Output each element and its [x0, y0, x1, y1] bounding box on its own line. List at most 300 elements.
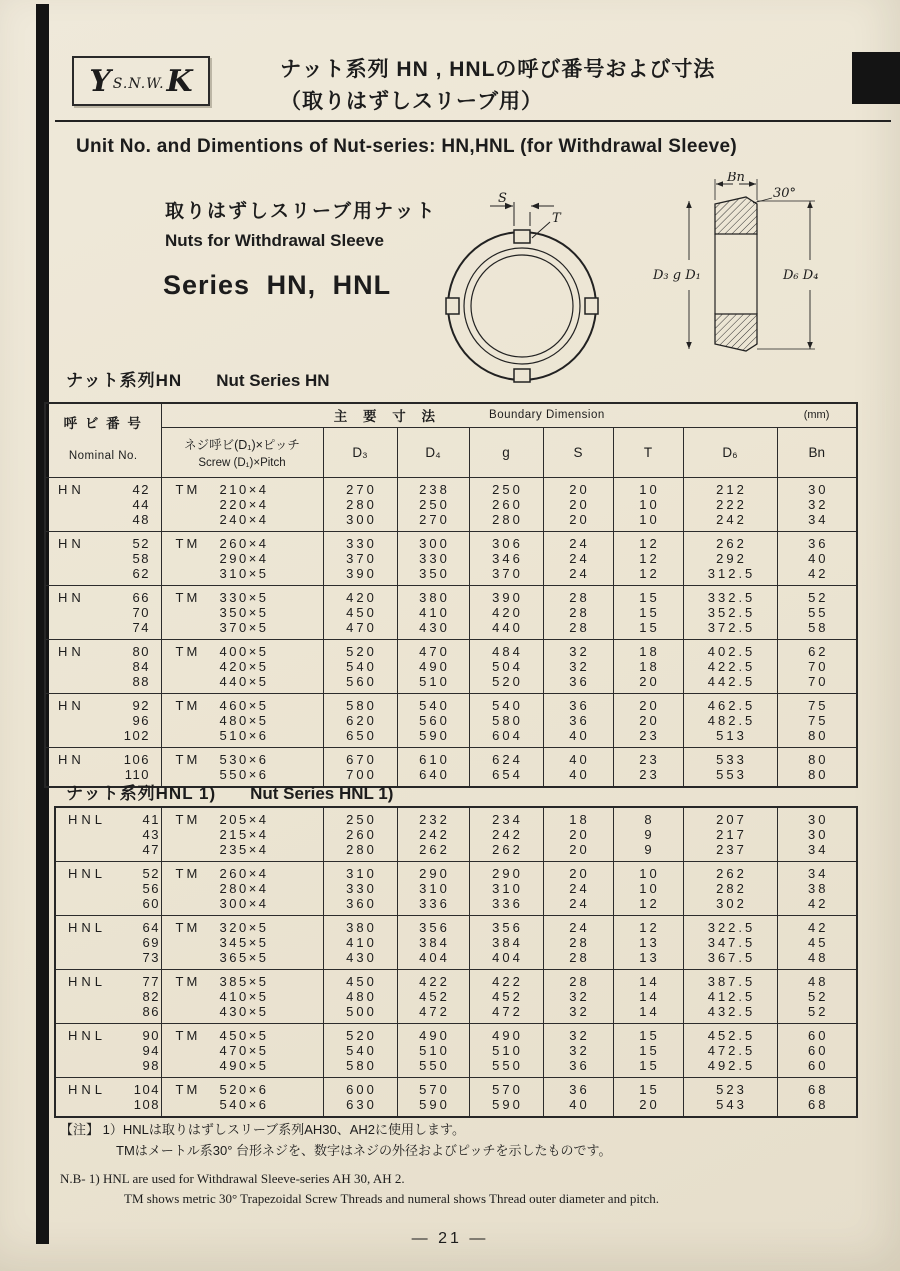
- dim-value: 387.5: [683, 970, 777, 990]
- dim-value: 380: [397, 585, 469, 605]
- col-header-d3: D₃: [323, 427, 397, 477]
- nominal-no-cell: [55, 896, 161, 916]
- company-logo: [72, 56, 210, 106]
- dim-value: 15: [613, 1078, 683, 1098]
- s-dim-label: S: [498, 191, 507, 206]
- dim-value: 462.5: [683, 693, 777, 713]
- dim-value: 20: [613, 1097, 683, 1117]
- screw-spec-cell: [161, 512, 323, 532]
- note-jp-line2: TMはメートル系30° 台形ネジを、数字はネジの外径およびピッチを示したものです。: [116, 1142, 612, 1158]
- nominal-no-cell: [55, 970, 161, 990]
- dim-value: 292: [683, 551, 777, 566]
- page-title-jp-line1: ナット系列 HN , HNLの呼び番号および寸法: [280, 58, 716, 81]
- screw-spec-cell: [161, 950, 323, 970]
- dim-value: 590: [397, 1097, 469, 1117]
- dimension-row: [55, 970, 857, 990]
- dim-value: 630: [323, 1097, 397, 1117]
- col-header-s: S: [543, 427, 613, 477]
- screw-header-jp: ネジ呼ビ(D₁)×ピッチ: [184, 438, 300, 452]
- dim-value: 212: [683, 477, 777, 497]
- screw-size: 530×6: [219, 751, 269, 767]
- thread-type: TM: [175, 1082, 201, 1097]
- nominal-no-cell: [55, 1097, 161, 1117]
- dimension-row: [45, 551, 857, 566]
- dim-value: 430: [397, 620, 469, 640]
- hnl-table-title: [66, 779, 393, 804]
- thread-type: TM: [175, 974, 201, 989]
- nominal-no-cell: [45, 620, 161, 640]
- dim-value: 36: [777, 531, 857, 551]
- dimension-row: [55, 950, 857, 970]
- nut-section-view-diagram: [645, 172, 855, 372]
- dim-value: 560: [397, 713, 469, 728]
- nominal-no: 42: [132, 481, 150, 497]
- dim-value: 242: [397, 827, 469, 842]
- series-label: Series HN, HNL: [163, 270, 392, 300]
- dim-value: 484: [469, 639, 543, 659]
- dim-value: 310: [323, 862, 397, 882]
- col-header-bn: Bn: [777, 427, 857, 477]
- dimension-row: [55, 1024, 857, 1044]
- dim-value: 300: [397, 531, 469, 551]
- dim-value: 24: [543, 531, 613, 551]
- nominal-no: 80: [132, 643, 150, 659]
- dim-value: 604: [469, 728, 543, 748]
- nominal-no: 56: [142, 881, 160, 896]
- col-header-g: g: [469, 427, 543, 477]
- screw-size: 240×4: [219, 511, 269, 527]
- dim-value: 30: [777, 807, 857, 827]
- hn-dimension-table: [44, 402, 858, 788]
- dim-value: 624: [469, 747, 543, 767]
- nominal-no-cell: [45, 659, 161, 674]
- dim-value: 540: [323, 1043, 397, 1058]
- dim-value: 450: [323, 605, 397, 620]
- dim-value: 75: [777, 713, 857, 728]
- nominal-no: 94: [142, 1043, 160, 1058]
- nominal-no-cell: [45, 713, 161, 728]
- dim-value: 384: [397, 935, 469, 950]
- thread-type: TM: [175, 481, 201, 497]
- dim-value: 10: [613, 862, 683, 882]
- dim-value: 370: [469, 566, 543, 586]
- dimension-row: [45, 531, 857, 551]
- nominal-no-cell: [55, 881, 161, 896]
- dimension-row: [55, 989, 857, 1004]
- nominal-no: 52: [132, 535, 150, 551]
- dim-value: 312.5: [683, 566, 777, 586]
- dim-value: 432.5: [683, 1004, 777, 1024]
- dimension-row: [45, 605, 857, 620]
- dim-value: 280: [323, 497, 397, 512]
- nominal-no-cell: [45, 477, 161, 497]
- dim-value: 262: [469, 842, 543, 862]
- dim-value: 404: [469, 950, 543, 970]
- screw-size: 260×4: [219, 535, 269, 551]
- dim-value: 9: [613, 827, 683, 842]
- dim-value: 310: [397, 881, 469, 896]
- dim-value: 620: [323, 713, 397, 728]
- dimension-row: [55, 1097, 857, 1117]
- nominal-no-cell: [55, 862, 161, 882]
- screw-size: 220×4: [219, 496, 269, 512]
- nominal-no-cell: [55, 1024, 161, 1044]
- dim-value: 20: [613, 713, 683, 728]
- dimension-row: [45, 713, 857, 728]
- dim-value: 32: [543, 1004, 613, 1024]
- screw-size: 370×5: [219, 619, 269, 635]
- dim-value: 330: [397, 551, 469, 566]
- dim-value: 410: [397, 605, 469, 620]
- dimension-row: [45, 747, 857, 767]
- dim-value: 360: [323, 896, 397, 916]
- screw-spec-cell: [161, 566, 323, 586]
- dim-value: 442.5: [683, 674, 777, 694]
- nominal-no: 43: [142, 827, 160, 842]
- dim-value: 260: [323, 827, 397, 842]
- boundary-header-jp: 主 要 寸 法: [333, 409, 442, 425]
- dim-value: 28: [543, 620, 613, 640]
- dim-value: 356: [469, 916, 543, 936]
- nominal-no: 84: [132, 658, 150, 674]
- series-prefix: HNL: [68, 974, 107, 989]
- dim-value: 55: [777, 605, 857, 620]
- dim-value: 10: [613, 477, 683, 497]
- dim-value: 242: [469, 827, 543, 842]
- dim-value: 560: [323, 674, 397, 694]
- slot-left: [446, 298, 459, 314]
- dim-value: 490: [397, 659, 469, 674]
- dim-value: 250: [397, 497, 469, 512]
- dim-value: 234: [469, 807, 543, 827]
- dim-value: 38: [777, 881, 857, 896]
- dim-value: 492.5: [683, 1058, 777, 1078]
- nominal-no: 47: [142, 842, 160, 857]
- screw-size: 205×4: [219, 812, 269, 827]
- section-bottom-block: [715, 314, 757, 351]
- hn-title-en: Nut Series HN: [216, 371, 330, 390]
- screw-spec-cell: [161, 1078, 323, 1098]
- nominal-no-cell: [45, 551, 161, 566]
- logo-initials: S.N.W.: [112, 76, 165, 92]
- dimension-row: [55, 896, 857, 916]
- screw-size: 345×5: [219, 935, 269, 950]
- dim-value: 330: [323, 881, 397, 896]
- screw-size: 350×5: [219, 604, 269, 620]
- screw-size: 430×5: [219, 1004, 269, 1019]
- dim-value: 346: [469, 551, 543, 566]
- t-dim-label: T: [552, 211, 561, 226]
- dim-value: 15: [613, 585, 683, 605]
- dim-value: 550: [397, 1058, 469, 1078]
- dim-value: 60: [777, 1043, 857, 1058]
- dim-value: 347.5: [683, 935, 777, 950]
- dim-value: 380: [323, 916, 397, 936]
- boundary-dimension-header: [161, 403, 777, 427]
- dimension-row: [45, 512, 857, 532]
- dim-value: 34: [777, 862, 857, 882]
- dim-value: 30: [777, 827, 857, 842]
- dim-value: 62: [777, 639, 857, 659]
- screw-size: 460×5: [219, 697, 269, 713]
- dim-value: 420: [323, 585, 397, 605]
- dim-value: 262: [397, 842, 469, 862]
- screw-spec-cell: [161, 659, 323, 674]
- dim-value: 13: [613, 950, 683, 970]
- dim-value: 490: [397, 1024, 469, 1044]
- dim-value: 32: [543, 659, 613, 674]
- dim-value: 580: [469, 713, 543, 728]
- dim-value: 590: [397, 728, 469, 748]
- dim-value: 12: [613, 896, 683, 916]
- dim-value: 68: [777, 1097, 857, 1117]
- dim-value: 28: [543, 585, 613, 605]
- nominal-no: 41: [142, 812, 160, 827]
- dim-value: 533: [683, 747, 777, 767]
- dim-value: 36: [543, 693, 613, 713]
- dim-value: 238: [397, 477, 469, 497]
- page-title-jp-line2: （取りはずしスリーブ用）: [280, 89, 543, 113]
- thread-type: TM: [175, 920, 201, 935]
- series-prefix: HN: [58, 535, 85, 551]
- dim-value: 550: [469, 1058, 543, 1078]
- nominal-no-cell: [55, 916, 161, 936]
- dim-value: 40: [543, 767, 613, 787]
- nominal-no: 70: [132, 604, 150, 620]
- screw-spec-cell: [161, 842, 323, 862]
- dim-value: 450: [323, 970, 397, 990]
- dim-value: 13: [613, 935, 683, 950]
- thread-type: TM: [175, 643, 201, 659]
- slot-top: [514, 230, 530, 243]
- nominal-no: 86: [142, 1004, 160, 1019]
- nominal-no: 52: [142, 866, 160, 881]
- nominal-no: 92: [132, 697, 150, 713]
- dimension-row: [45, 693, 857, 713]
- nominal-no: 58: [132, 550, 150, 566]
- nominal-no-cell: [45, 566, 161, 586]
- screw-header-en: Screw (D₁)×Pitch: [198, 457, 286, 469]
- screw-spec-cell: [161, 916, 323, 936]
- nominal-no-cell: [45, 497, 161, 512]
- screw-spec-cell: [161, 728, 323, 748]
- angle-label: 30°: [773, 186, 797, 201]
- dimension-row: [55, 916, 857, 936]
- screw-spec-cell: [161, 1043, 323, 1058]
- dim-value: 540: [397, 693, 469, 713]
- dim-value: 250: [469, 477, 543, 497]
- screw-spec-cell: [161, 1097, 323, 1117]
- dim-value: 45: [777, 935, 857, 950]
- dim-value: 52: [777, 585, 857, 605]
- screw-size: 320×5: [219, 920, 269, 935]
- screw-size: 550×6: [219, 766, 269, 782]
- screw-spec-cell: [161, 896, 323, 916]
- dim-value: 10: [613, 512, 683, 532]
- dimension-row: [55, 1004, 857, 1024]
- dimension-row: [45, 659, 857, 674]
- col-header-t: T: [613, 427, 683, 477]
- dimension-row: [45, 585, 857, 605]
- series-prefix: HN: [58, 589, 85, 605]
- unit-header: (mm): [777, 403, 857, 427]
- dim-value: 24: [543, 881, 613, 896]
- dim-value: 24: [543, 566, 613, 586]
- dim-value: 15: [613, 1024, 683, 1044]
- dim-value: 20: [543, 827, 613, 842]
- screw-col-header: [161, 427, 323, 477]
- dim-value: 15: [613, 1043, 683, 1058]
- dim-value: 14: [613, 989, 683, 1004]
- dim-value: 654: [469, 767, 543, 787]
- dimension-row: [55, 862, 857, 882]
- nominal-no-cell: [45, 639, 161, 659]
- dim-value: 24: [543, 551, 613, 566]
- dim-value: 36: [543, 1058, 613, 1078]
- subtitle-jp: 取りはずしスリーブ用ナット: [165, 201, 437, 222]
- dim-value: 390: [323, 566, 397, 586]
- dim-value: 12: [613, 551, 683, 566]
- series-prefix: HNL: [68, 1028, 107, 1043]
- series-prefix: HNL: [68, 920, 107, 935]
- nominal-no-cell: [55, 842, 161, 862]
- dim-value: 28: [543, 605, 613, 620]
- dim-value: 34: [777, 512, 857, 532]
- screw-size: 400×5: [219, 643, 269, 659]
- screw-size: 385×5: [219, 974, 269, 989]
- nominal-no: 90: [142, 1028, 160, 1043]
- screw-spec-cell: [161, 477, 323, 497]
- dim-value: 40: [543, 747, 613, 767]
- thread-type: TM: [175, 812, 201, 827]
- dim-value: 10: [613, 881, 683, 896]
- dim-value: 270: [323, 477, 397, 497]
- boundary-header-en: Boundary Dimension: [489, 409, 605, 422]
- dim-value: 18: [613, 659, 683, 674]
- screw-size: 540×6: [219, 1097, 269, 1112]
- screw-spec-cell: [161, 693, 323, 713]
- dim-value: 9: [613, 842, 683, 862]
- note-jp-line1: 【注】 1）HNLは取りはずしスリーブ系列AH30、AH2に使用します。: [60, 1122, 465, 1137]
- dim-value: 32: [543, 989, 613, 1004]
- dim-value: 270: [397, 512, 469, 532]
- screw-spec-cell: [161, 620, 323, 640]
- screw-size: 215×4: [219, 827, 269, 842]
- nominal-no: 44: [132, 496, 150, 512]
- dim-value: 28: [543, 970, 613, 990]
- screw-size: 420×5: [219, 658, 269, 674]
- dim-value: 12: [613, 916, 683, 936]
- nominal-no: 77: [142, 974, 160, 989]
- dim-value: 36: [543, 1078, 613, 1098]
- dim-value: 36: [543, 674, 613, 694]
- nominal-no-cell: [45, 747, 161, 767]
- dim-value: 650: [323, 728, 397, 748]
- dim-value: 482.5: [683, 713, 777, 728]
- dim-value: 207: [683, 807, 777, 827]
- dim-value: 452: [469, 989, 543, 1004]
- dim-value: 15: [613, 620, 683, 640]
- dim-value: 580: [323, 693, 397, 713]
- series-prefix: HNL: [68, 866, 107, 881]
- dimension-row: [55, 842, 857, 862]
- thread-type: TM: [175, 1028, 201, 1043]
- dim-value: 250: [323, 807, 397, 827]
- thread-type: TM: [175, 866, 201, 881]
- nominal-no-cell: [45, 585, 161, 605]
- dim-value: 470: [397, 639, 469, 659]
- dim-value: 32: [543, 1024, 613, 1044]
- screw-spec-cell: [161, 827, 323, 842]
- hn-title-jp: ナット系列HN: [66, 371, 183, 390]
- nominal-no: 73: [142, 950, 160, 965]
- screw-size: 235×4: [219, 842, 269, 857]
- dim-value: 23: [613, 728, 683, 748]
- dim-value: 75: [777, 693, 857, 713]
- hnl-title-en: Nut Series HNL 1): [250, 784, 394, 803]
- notes-block: [60, 1120, 659, 1210]
- dim-value: 670: [323, 747, 397, 767]
- dimension-row: [55, 1058, 857, 1078]
- dim-value: 440: [469, 620, 543, 640]
- screw-spec-cell: [161, 807, 323, 827]
- thread-type: TM: [175, 751, 201, 767]
- dimension-row: [55, 935, 857, 950]
- dim-value: 332.5: [683, 585, 777, 605]
- nominal-no-cell: [55, 989, 161, 1004]
- nut-front-view-diagram: [430, 190, 615, 390]
- col-header-d4: D₄: [397, 427, 469, 477]
- nominal-no-cell: [45, 693, 161, 713]
- dim-value: 700: [323, 767, 397, 787]
- dim-value: 372.5: [683, 620, 777, 640]
- dim-value: 472: [469, 1004, 543, 1024]
- screw-spec-cell: [161, 497, 323, 512]
- dim-value: 262: [683, 862, 777, 882]
- dim-value: 290: [397, 862, 469, 882]
- dimension-row: [55, 827, 857, 842]
- dim-value: 15: [613, 1058, 683, 1078]
- screw-size: 490×5: [219, 1058, 269, 1073]
- dim-value: 370: [323, 551, 397, 566]
- series-prefix: HN: [58, 481, 85, 497]
- dim-value: 523: [683, 1078, 777, 1098]
- dim-value: 306: [469, 531, 543, 551]
- dim-value: 40: [543, 1097, 613, 1117]
- nominal-no: 96: [132, 712, 150, 728]
- dim-value: 510: [469, 1043, 543, 1058]
- nominal-header-en: Nominal No.: [68, 450, 138, 462]
- nominal-no: 108: [133, 1097, 160, 1112]
- series-prefix: HN: [58, 643, 85, 659]
- dim-value: 242: [683, 512, 777, 532]
- nominal-no: 102: [123, 727, 150, 743]
- screw-size: 210×4: [219, 481, 269, 497]
- page-title-jp: [280, 54, 715, 117]
- nominal-no: 82: [142, 989, 160, 1004]
- dim-value: 20: [543, 512, 613, 532]
- nominal-no-cell: [55, 827, 161, 842]
- dim-value: 232: [397, 807, 469, 827]
- nominal-no: 69: [142, 935, 160, 950]
- screw-spec-cell: [161, 551, 323, 566]
- dim-value: 404: [397, 950, 469, 970]
- screw-size: 470×5: [219, 1043, 269, 1058]
- dim-value: 20: [613, 693, 683, 713]
- dimension-row: [45, 674, 857, 694]
- dim-value: 600: [323, 1078, 397, 1098]
- dim-value: 222: [683, 497, 777, 512]
